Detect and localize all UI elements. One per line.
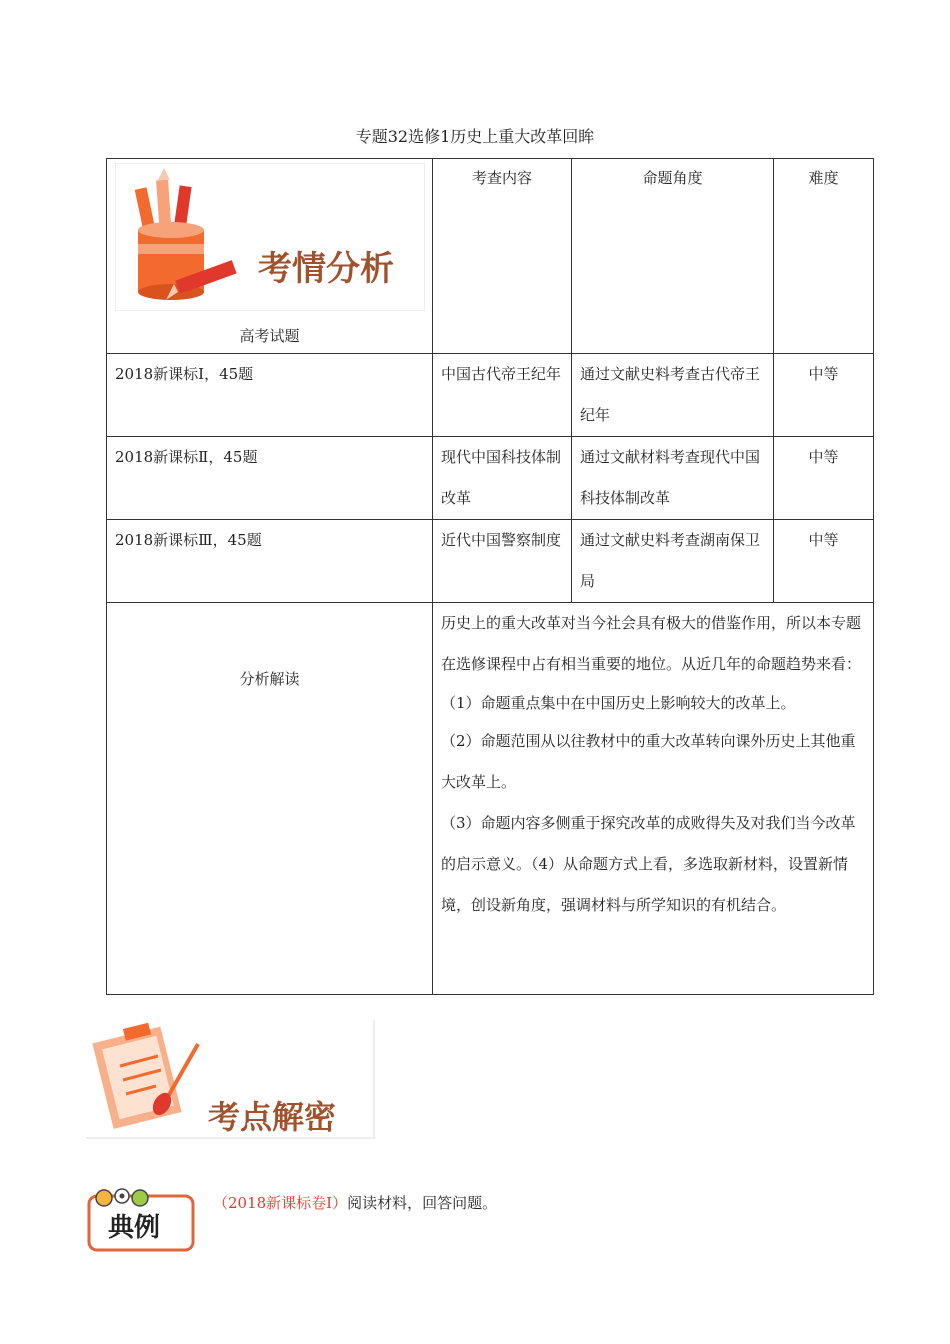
example-source: （2018新课标卷Ⅰ） [213, 1194, 348, 1212]
table-row [107, 437, 874, 520]
exam-analysis-logo [115, 163, 425, 311]
exam-analysis-table [106, 158, 874, 995]
table-row [107, 520, 874, 603]
exam-cell: 2018新课标Ⅰ，45题 [107, 354, 433, 437]
example-instruction: 阅读材料，回答问题。 [347, 1194, 498, 1212]
header-content-cell: 考查内容 [433, 159, 572, 354]
difficulty-cell: 中等 [774, 437, 874, 520]
page-title: 专题32选修1历史上重大改革回眸 [355, 127, 595, 146]
header-exam-cell [107, 159, 433, 354]
example-badge [86, 1186, 196, 1254]
analysis-intro: 历史上的重大改革对当今社会具有极大的借鉴作用，所以本专题在选修课程中占有相当重要的地位。从近几年的命题趋势来看： [441, 614, 862, 673]
content-cell: 现代中国科技体制改革 [433, 437, 572, 520]
example-prompt [213, 1192, 497, 1213]
analysis-point-2: （2）命题范围从以往教材中的重大改革转向课外历史上其他重大改革上。 [441, 732, 856, 791]
content-cell: 近代中国警察制度 [433, 520, 572, 603]
angle-cell: 通过文献史料考查古代帝王纪年 [572, 354, 774, 437]
svg-text:典例: 典例 [108, 1213, 161, 1243]
difficulty-cell: 中等 [774, 520, 874, 603]
angle-cell: 通过文献史料考查湖南保卫局 [572, 520, 774, 603]
table-row [107, 354, 874, 437]
svg-text:考情分析: 考情分析 [258, 249, 394, 289]
analysis-point-1: （1）命题重点集中在中国历史上影响较大的改革上。 [441, 694, 796, 712]
angle-cell: 通过文献材料考查现代中国科技体制改革 [572, 437, 774, 520]
content-cell: 中国古代帝王纪年 [433, 354, 572, 437]
header-angle-cell: 命题角度 [572, 159, 774, 354]
analysis-label: 分析解读 [239, 670, 300, 688]
analysis-content-cell [433, 603, 874, 995]
exam-cell: 2018新课标Ⅱ，45题 [107, 437, 433, 520]
header-exam-label: 高考试题 [239, 327, 300, 345]
key-points-logo [86, 1020, 376, 1140]
exam-cell: 2018新课标Ⅲ，45题 [107, 520, 433, 603]
analysis-label-cell [107, 603, 433, 995]
analysis-row [107, 603, 874, 995]
difficulty-cell: 中等 [774, 354, 874, 437]
svg-text:考点解密: 考点解密 [208, 1098, 337, 1136]
table-header-row [107, 159, 874, 354]
header-difficulty-cell: 难度 [774, 159, 874, 354]
analysis-point-3: （3）命题内容多侧重于探究改革的成败得失及对我们当今改革的启示意义。（4）从命题方式上看，多选取新材料，设置新情境，创设新角度，强调材料与所学知识的有机结合。 [441, 814, 856, 914]
